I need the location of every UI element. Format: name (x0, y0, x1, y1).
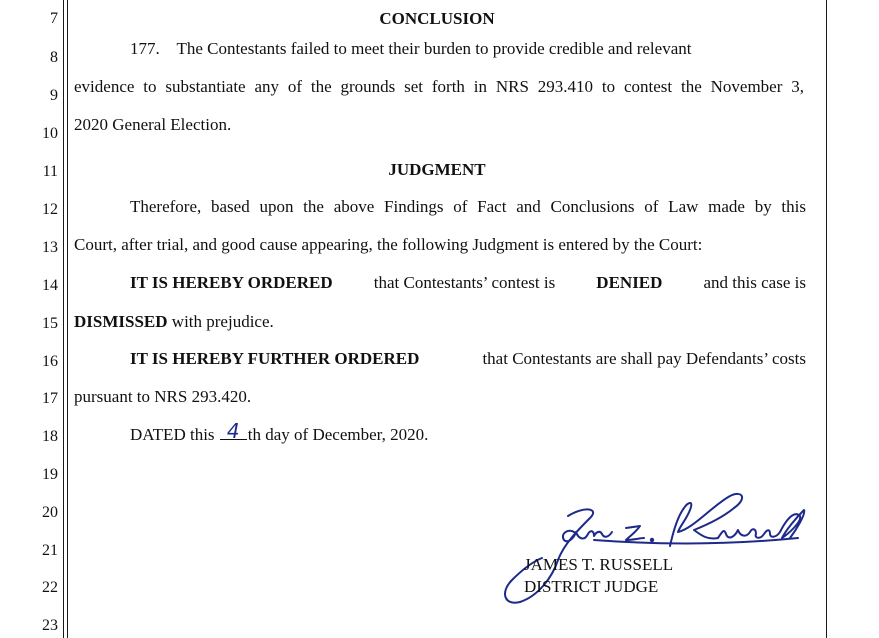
line-number: 23 (42, 617, 58, 634)
line-number: 21 (42, 542, 58, 559)
order-1-line-1 (130, 272, 806, 294)
line-number: 16 (42, 353, 58, 370)
order-2-text: that Contestants are shall pay Defendants’ costs (478, 349, 806, 368)
dated-line (130, 419, 429, 446)
line-number: 17 (42, 390, 58, 407)
signature-block (498, 488, 810, 608)
judgment-intro-line-1: Therefore, based upon the above Findings of Fact and Conclusions of Law made by this (130, 197, 806, 216)
order-1-denied: DENIED (596, 273, 663, 292)
line-number: 20 (42, 504, 58, 521)
conclusion-heading: CONCLUSION (379, 9, 495, 28)
left-margin-rule (63, 0, 64, 638)
line-number: 12 (42, 201, 58, 218)
order-2-lead: IT IS HEREBY FURTHER ORDERED (130, 349, 420, 368)
order-1-end: with prejudice. (167, 312, 274, 331)
judgment-intro-line-2: Court, after trial, and good cause appearing, the following Judgment is entered by the Court: (74, 235, 703, 254)
judgment-heading: JUDGMENT (388, 160, 486, 179)
line-number: 9 (50, 87, 58, 104)
right-margin-rule (826, 0, 827, 638)
dated-suffix: th day of December, 2020. (247, 425, 429, 444)
line-number: 11 (42, 163, 58, 180)
dated-prefix: DATED this (130, 425, 219, 444)
handwritten-day: 4 (220, 423, 247, 440)
order-2-line-1 (130, 348, 806, 370)
order-1-text-2: and this case is (699, 273, 806, 292)
line-number: 15 (42, 315, 58, 332)
paragraph-177-line-1: 177. The Contestants failed to meet their burden to provide credible and relevant (130, 39, 692, 58)
paragraph-177-line-2: evidence to substantiate any of the grounds set forth in NRS 293.410 to contest the November 3, (74, 77, 804, 96)
judge-title: DISTRICT JUDGE (524, 577, 659, 596)
order-1-text: that Contestants’ contest is (369, 273, 560, 292)
line-number: 19 (42, 466, 58, 483)
line-number: 18 (42, 428, 58, 445)
order-2-line-2: pursuant to NRS 293.420. (74, 387, 252, 406)
line-number: 14 (42, 277, 58, 294)
judge-name: JAMES T. RUSSELL (524, 555, 674, 574)
line-number: 7 (50, 10, 58, 27)
line-number: 10 (42, 125, 58, 142)
line-number: 8 (50, 49, 58, 66)
line-number: 13 (42, 239, 58, 256)
line-number: 22 (42, 579, 58, 596)
order-1-line-2 (74, 311, 274, 333)
order-1-dismissed: DISMISSED (74, 312, 168, 331)
paragraph-177-line-3: 2020 General Election. (74, 115, 232, 134)
left-margin-rule-inner (67, 0, 68, 638)
order-1-lead: IT IS HEREBY ORDERED (130, 273, 333, 292)
